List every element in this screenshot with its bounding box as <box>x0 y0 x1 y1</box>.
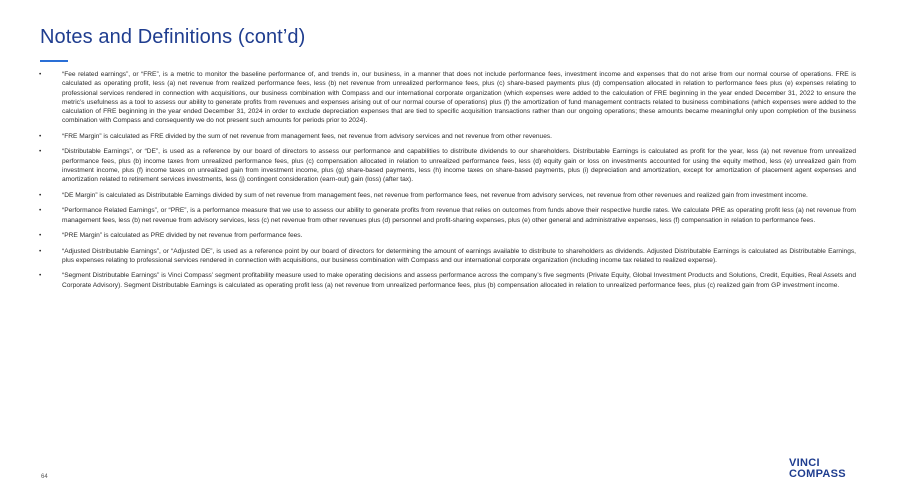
page-number: 64 <box>41 474 48 480</box>
bullet-icon: • <box>39 207 42 215</box>
note-text: “Segment Distributable Earnings” is Vinci Compass’ segment profitability measure used to make operating decisions and assess performance across the company’s five segments (Private Equity, Global Investment Products and Solutions, Credit, Equities, Real Assets and Corporate Advisory). Segment Distributable Earnings is calculated as operating profit less (a) net revenue from unrealized performance fees, plus (b) compensation allocated in relation to unrealized performance fees, plus (c) realized gain from GP investment income. <box>62 272 856 289</box>
list-item <box>38 147 856 184</box>
note-text: “Fee related earnings”, or “FRE”, is a metric to monitor the baseline performance of, and trends in, our business, in a manner that does not include performance fees, investment income and expenses that do not arise from our normal course of operations. FRE is calculated as operating profit, less (a) net revenue from realized performance fees, less (b) net revenue from unrealized performance fees, plus (c) share-based payments plus (d) compensation allocated in relation to performance fees plus (e) expenses relating to professional services rendered in connection with acquisitions, our business combination with Compass and our international corporate organization (which expenses were added to the calculation of FRE beginning in the year ended December 31, 2022 to ensure the metric’s usefulness as a tool to assess our ability to generate profits from revenues and expenses arising out of our normal course of operations) plus (f) the amortization of fund management contracts related to business combinations (which expenses were added to the calculation of FRE beginning in the year ended December 31, 2024 in order to exclude depreciation expenses that are tied to specific acquisition transactions rather than our ongoing operations; these amounts became meaningful only upon completion of the business combination with Compass and consequently we do not present such amounts for periods prior to 2024). <box>62 71 856 125</box>
logo-line-compass: COMPASS <box>789 468 846 480</box>
bullet-icon: • <box>39 132 42 140</box>
list-item <box>38 191 856 200</box>
list-item <box>38 132 856 141</box>
list-item <box>38 271 856 290</box>
list-item <box>38 231 856 240</box>
note-text: “PRE Margin” is calculated as PRE divided by net revenue from performance fees. <box>62 232 303 240</box>
definitions-list <box>38 70 856 296</box>
bullet-icon: • <box>39 247 42 255</box>
note-text: “FRE Margin” is calculated as FRE divided by the sum of net revenue from management fees, net revenue from advisory services and net revenue from other revenues. <box>62 132 553 140</box>
note-text: “Performance Related Earnings”, or “PRE”, is a performance measure that we use to assess our ability to generate profits from revenue that relies on outcomes from funds above their respective hurdle rates. We calculate PRE as operating profit less (a) net revenue from management fees, less (b) net revenue from advisory services, less (c) net revenue from other revenues plus (d) personnel and profit-sharing expenses, plus (e) other general and administrative expenses, less (f) compensation in relation to performance fees. <box>62 207 856 224</box>
bullet-icon: • <box>39 148 42 156</box>
vinci-compass-logo <box>789 458 846 480</box>
list-item <box>38 247 856 266</box>
logo-line-vinci: VINCI <box>789 457 820 469</box>
note-text: “Distributable Earnings”, or “DE”, is used as a reference by our board of directors to assess our performance and capabilities to distribute dividends to our shareholders. Distributable Earnings is calculated as profit for the year, less (a) net revenue from unrealized performance fees, plus (b) income taxes from unrealized performance fees, plus (c) compensation allocated in relation to unrealized performance fees, less (d) equity gain or loss on investments accounted for using the equity method, less (e) unrealized gain from investment income, plus (f) income taxes on unrealized gain from investment income, plus (g) share-based payments, less (h) income taxes on share-based payments, plus (i) depreciation and amortization, except for amortization of placement agent expenses and amortization related to retirement services investments, less (j) contingent consideration (earn-out) gain (loss) (after tax). <box>62 148 856 184</box>
bullet-icon: • <box>39 272 42 280</box>
bullet-icon: • <box>39 71 42 78</box>
note-text: “DE Margin” is calculated as Distributable Earnings divided by sum of net revenue from management fees, net revenue from performance fees, net revenue from advisory services, net revenue from other revenues and realized gain from investment income. <box>62 191 808 199</box>
list-item <box>38 206 856 225</box>
page-title: Notes and Definitions (cont’d) <box>40 26 306 48</box>
bullet-icon: • <box>39 232 42 240</box>
bullet-icon: • <box>39 191 42 199</box>
title-underline <box>40 60 68 62</box>
note-text: “Adjusted Distributable Earnings”, or “Adjusted DE”, is used as a reference point by our board of directors for determining the amount of earnings available to distribute to shareholders as dividends. Adjusted Distributable Earnings is calculated as Distributable Earnings, plus expenses relating to professional services rendered in connection with acquisitions, our business combination with Compass and our international corporate organization (including income tax related to realized expense). <box>62 247 856 264</box>
list-item <box>38 70 856 126</box>
